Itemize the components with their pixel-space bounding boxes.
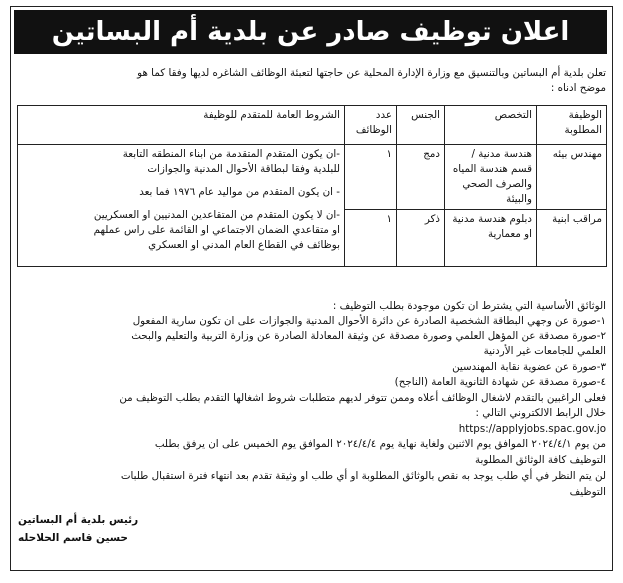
condition-line: - ان يكون المتقدم من مواليد عام ١٩٧٦ فما بعد [139, 186, 340, 198]
notice-line-2: التوظيف [569, 486, 606, 498]
condition-line: -ان يكون المتقدم المتقدمة من ابناء المنطقه التابعة [122, 148, 340, 160]
documents-heading: الوثائق الأساسية التي يشترط ان تكون موجودة بطلب التوظيف : [332, 300, 606, 312]
page-border [10, 6, 613, 571]
header-specialty: التخصص [445, 106, 537, 145]
condition-line: -ان لا يكون المتقدم من المتقاعدين المدنيين او العسكريين [93, 209, 340, 221]
intro-line-2: موضح ادناه : [550, 82, 606, 94]
table-header-row [18, 106, 607, 145]
signature-title: رئيس بلدية أم البساتين [18, 514, 139, 526]
announcement-title: اعلان توظيف صادر عن بلدية أم البساتين [14, 10, 607, 54]
row-count: ١ [345, 210, 397, 267]
notice-line-1: لن يتم النظر في أي طلب يوجد به نقص بالوثائق المطلوبة او أي طلب او وثيقة تقدم بعد انتهاء فترة استقبال طلبات [120, 470, 606, 482]
dates-line-1: من يوم ٢٠٢٤/٤/١ الموافق يوم الاثنين ولغاية نهاية يوم ٢٠٢٤/٤/٤ الموافق يوم الخميس على ان يرفق بطلب [154, 438, 606, 450]
row-gender: ذكر [397, 210, 445, 267]
row-specialty: هندسة مدنية / قسم هندسة المياه والصرف الصحي والبيئة [445, 145, 537, 210]
header-gender: الجنس [397, 106, 445, 145]
document-item: العلمي للجامعات غير الأردنية [483, 345, 606, 357]
intro-line-1: تعلن بلدية أم البساتين وبالتنسيق مع وزارة الإدارة المحلية عن حاجتها لتعبئة الوظائف الشاغره لديها وفقا كما هو [137, 67, 606, 79]
application-link[interactable]: https://applyjobs.spac.gov.jo [458, 423, 606, 435]
header-count: عدد الوظائف [345, 106, 397, 145]
row-count: ١ [345, 145, 397, 210]
row-gender: دمج [397, 145, 445, 210]
document-item: ١-صورة عن وجهي البطاقة الشخصية الصادرة عن دائرة الأحوال المدنية والجوازات على ان تكون سارية المفعول [132, 315, 606, 327]
document-item: ٣-صورة عن عضوية نقابة المهندسين [452, 361, 606, 373]
document-item: ٢-صورة مصدقة عن المؤهل العلمي وصورة مصدقة عن وثيقة المعادلة الصادرة عن وزارة التربية والتعليم والبحث [131, 330, 606, 342]
row-job: مراقب ابنية [537, 210, 607, 267]
header-job: الوظيفة المطلوبة [537, 106, 607, 145]
condition-line: او متقاعدي الضمان الاجتماعي او القائمة على راس عملهم [93, 224, 340, 236]
table-row [18, 145, 607, 210]
condition-line: للبلدية وفقا لبطاقة الأحوال المدنية والجوازات [147, 163, 340, 175]
document-item: ٤-صورة مصدقة عن شهادة الثانوية العامة (الناجح) [394, 376, 606, 388]
apply-line-2: خلال الرابط الالكتروني التالي : [475, 407, 606, 419]
header-conditions: الشروط العامة للمتقدم للوظيفة [18, 106, 345, 145]
conditions-cell [18, 145, 345, 267]
signature-name: حسين قاسم الحلاحله [18, 532, 128, 544]
dates-line-2: التوظيف كافة الوثائق المطلوبة [475, 454, 606, 466]
condition-line: بوظائف في القطاع العام المدني او العسكري [148, 239, 340, 251]
jobs-table [17, 105, 607, 267]
row-specialty: دبلوم هندسة مدنية او معمارية [445, 210, 537, 267]
row-job: مهندس بيئه [537, 145, 607, 210]
apply-line-1: فعلى الراغبين بالتقدم لاشغال الوظائف أعلاه وممن تتوفر لديهم متطلبات شروط اشغالها التقدم بطلب التوظيف من [119, 392, 606, 404]
announcement-page [10, 6, 613, 571]
